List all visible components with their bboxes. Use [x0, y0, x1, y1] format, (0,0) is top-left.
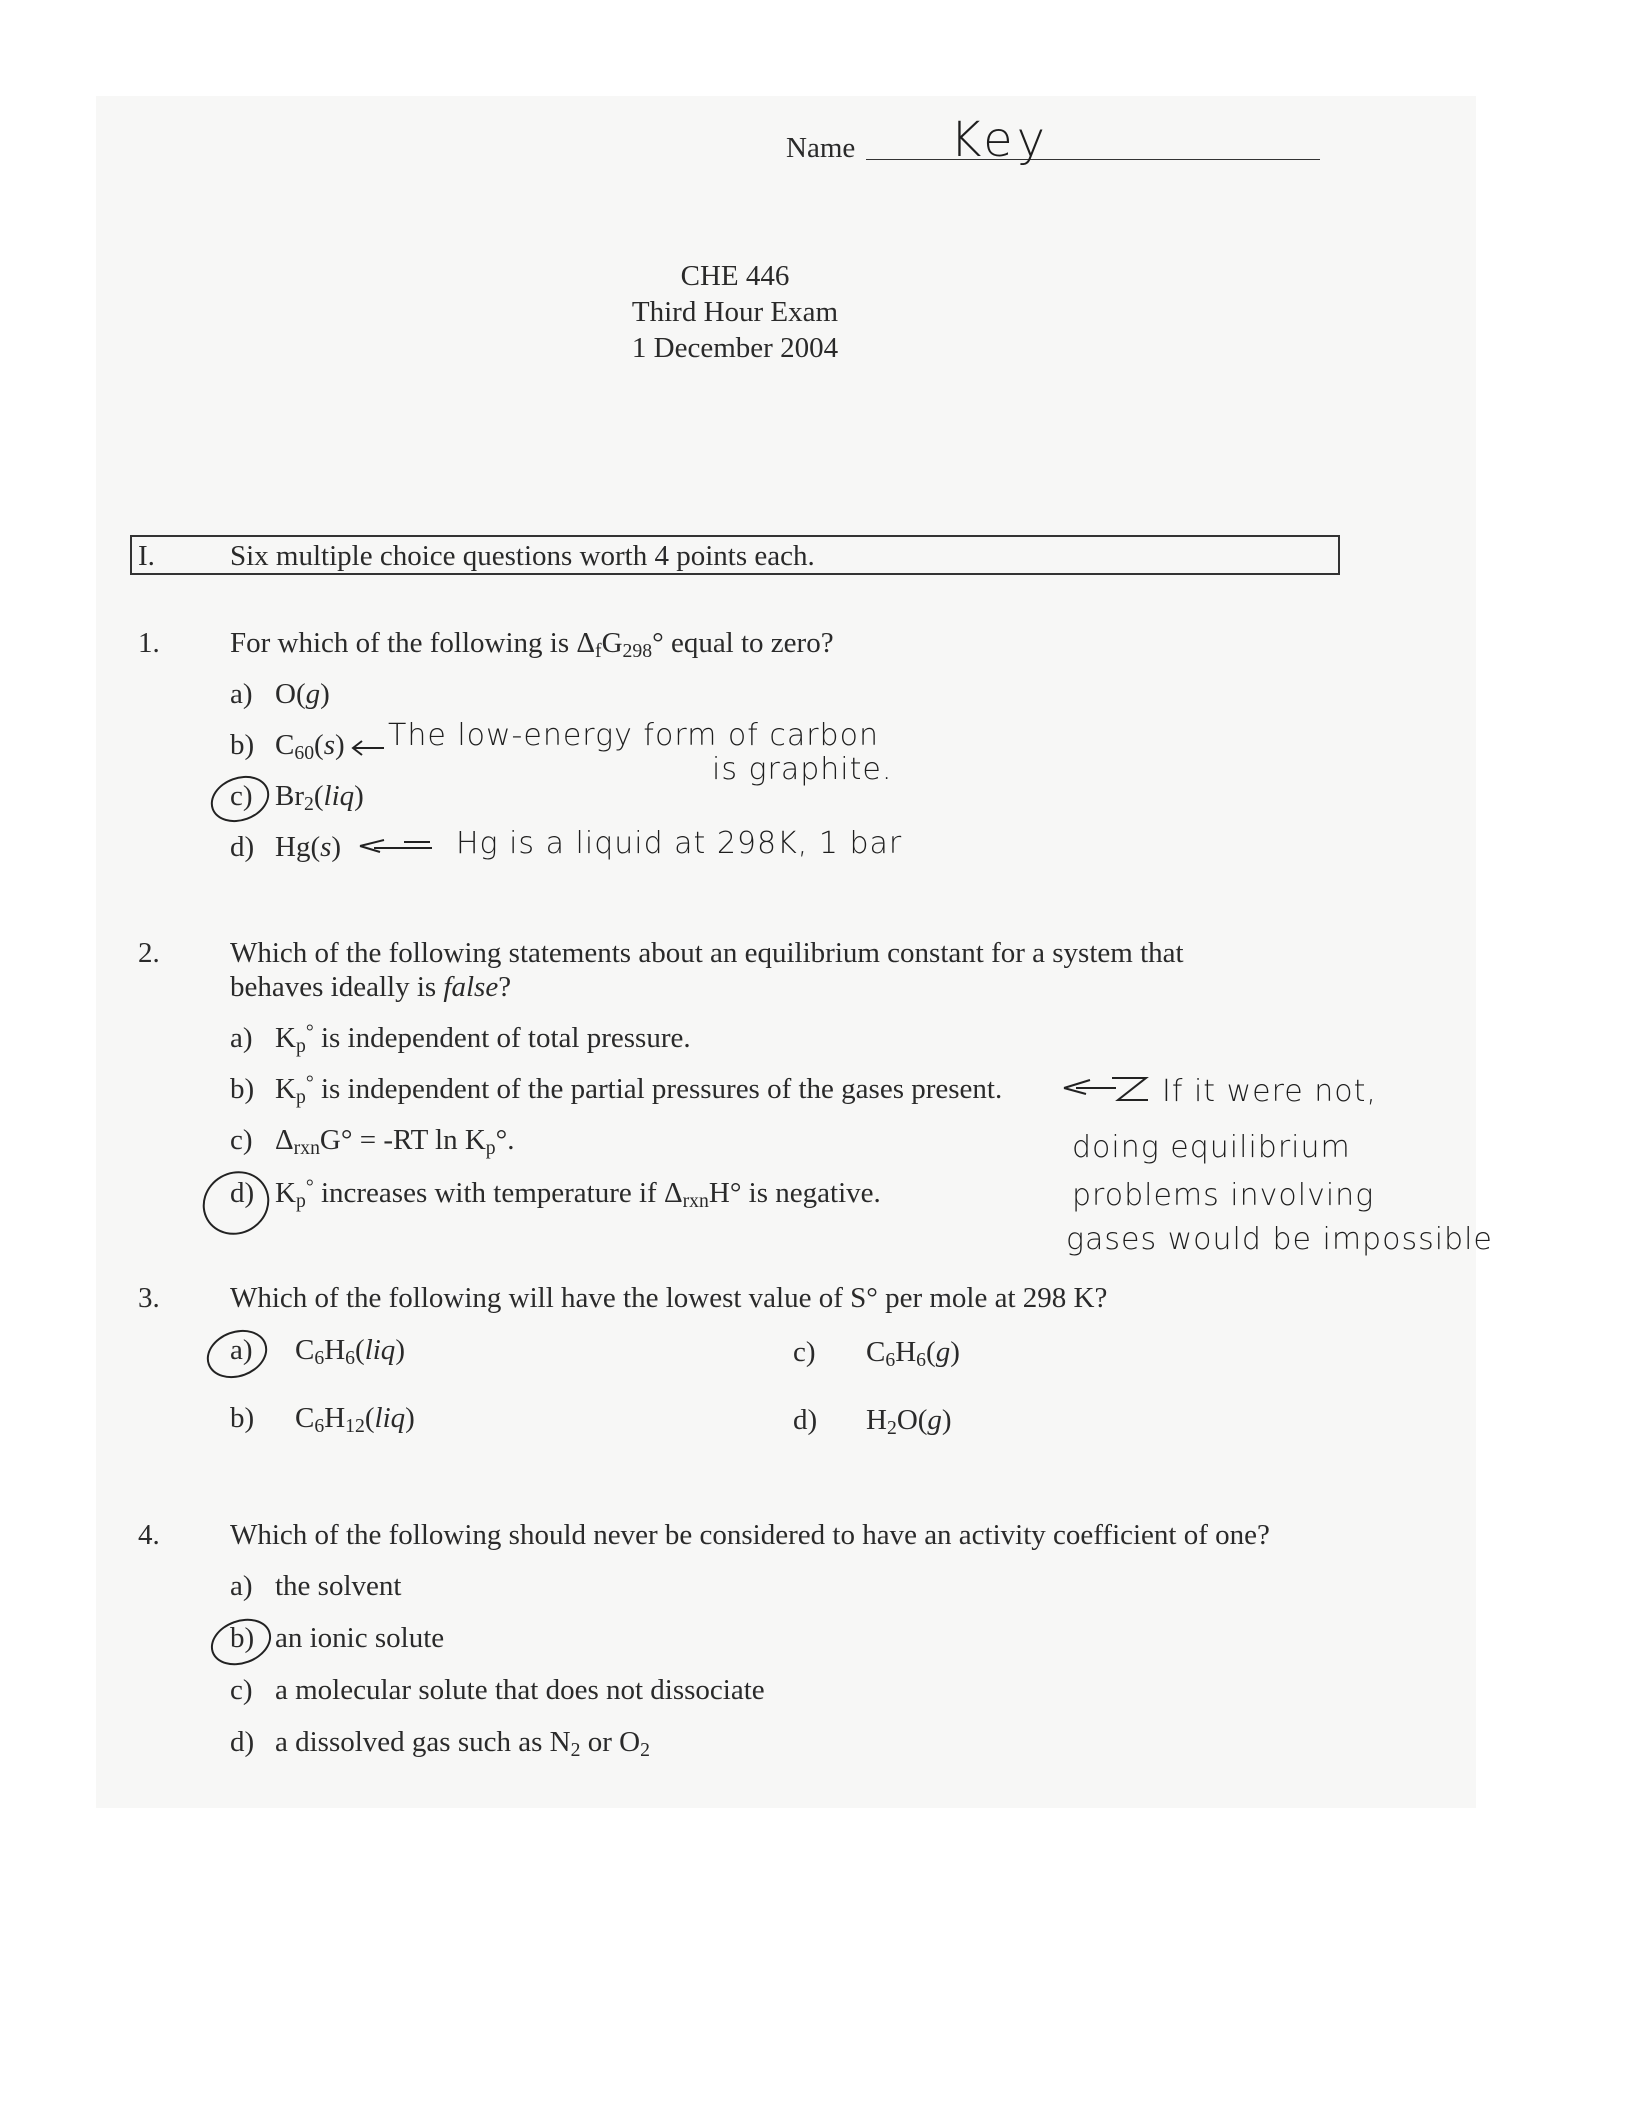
q1-option-b-letter: b): [230, 729, 255, 761]
q2-annotation-line3: problems involving: [1072, 1178, 1375, 1213]
q3-option-d-letter: d): [793, 1404, 818, 1436]
q1-option-b: $C_{60}(s)$: [275, 729, 345, 764]
question-1-number: 1.: [138, 627, 160, 659]
q4-option-a: the solvent: [275, 1570, 402, 1602]
exam-date: 1 December 2004: [631, 332, 839, 364]
q3-option-b-letter: b): [230, 1402, 255, 1434]
q3-option-d: $H_2O(g)$: [866, 1404, 952, 1439]
q1-option-a-letter: a): [230, 678, 253, 710]
q4-option-d-letter: d): [230, 1726, 255, 1758]
question-4-text: Which of the following should never be considered to have an activity coefficient of one?: [230, 1519, 1270, 1551]
q1-b-arrow-icon: [350, 738, 386, 758]
section-instructions: Six multiple choice questions worth 4 points each.: [230, 540, 815, 572]
question-4-number: 4.: [138, 1519, 160, 1551]
q4-option-b: an ionic solute: [275, 1622, 445, 1654]
name-underline: [866, 159, 1320, 160]
name-label: Name: [786, 132, 856, 164]
q2-option-a: $K_p^\circ$ is independent of total pressure.: [275, 1021, 691, 1057]
question-2-number: 2.: [138, 937, 160, 969]
q1-d-annotation: Hg is a liquid at 298K, 1 bar: [456, 826, 903, 861]
q2-annotation-line2: doing equilibrium: [1072, 1130, 1351, 1165]
q1-d-arrow-icon: [356, 834, 436, 860]
q3-option-b: $C_6H_{12}(liq)$: [295, 1402, 415, 1437]
question-2-text-line1: Which of the following statements about an equilibrium constant for a system that: [230, 937, 1184, 969]
q3-option-a: $C_6H_6(liq)$: [295, 1334, 405, 1369]
name-handwritten-value: Key: [950, 112, 1050, 168]
q1-option-a: O(g): [275, 678, 330, 710]
q1-option-d: Hg(s): [275, 831, 342, 863]
course-title: CHE 446: [680, 260, 790, 292]
q2-option-c: $\Delta_{rxn}G^\circ = -RT$ $\ln K_p^\circ$.: [275, 1124, 515, 1159]
q4-option-d: a dissolved gas such as $N_2$ or $O_2$: [275, 1726, 650, 1761]
q3-option-c-letter: c): [793, 1336, 816, 1368]
q2-option-b: $K_p^\circ$ is independent of the partial pressures of the gases present.: [275, 1072, 1003, 1108]
q4-option-c: a molecular solute that does not dissociate: [275, 1674, 765, 1706]
q1-option-d-letter: d): [230, 831, 255, 863]
q2-option-b-letter: b): [230, 1073, 255, 1105]
q2-option-d-letter: d): [230, 1177, 255, 1209]
q1-b-annotation-line1: The low-energy form of carbon: [388, 718, 879, 753]
question-1-text: For which of the following is $\Delta_fG_{298}^\circ$ equal to zero?: [230, 627, 834, 662]
question-3-number: 3.: [138, 1282, 160, 1314]
q1-option-c: $Br_2(liq)$: [275, 780, 364, 815]
q2-option-d: $K_p^\circ$ increases with temperature if $\Delta_{rxn}H^\circ$ is negative.: [275, 1176, 881, 1212]
exam-title: Third Hour Exam: [631, 296, 839, 328]
q3-option-a-letter: a): [230, 1334, 253, 1366]
q1-b-annotation-line2: is graphite.: [712, 752, 893, 787]
q4-option-c-letter: c): [230, 1674, 253, 1706]
q3-option-c: $C_6H_6(g)$: [866, 1336, 960, 1371]
q4-option-a-letter: a): [230, 1570, 253, 1602]
section-number: I.: [138, 540, 155, 572]
q2-annotation-line4: gases would be impossible: [1066, 1222, 1493, 1257]
q4-option-b-letter: b): [230, 1622, 255, 1654]
question-2-text-line2: behaves ideally is false?: [230, 971, 512, 1003]
q2-option-c-letter: c): [230, 1124, 253, 1156]
q2-b-arrow-icon: [1060, 1074, 1150, 1104]
question-3-text: Which of the following will have the lowest value of S° per mole at 298 K?: [230, 1282, 1108, 1314]
q2-annotation-line1: If it were not,: [1162, 1074, 1377, 1109]
q2-option-a-letter: a): [230, 1022, 253, 1054]
q1-option-c-letter: c): [230, 780, 253, 812]
